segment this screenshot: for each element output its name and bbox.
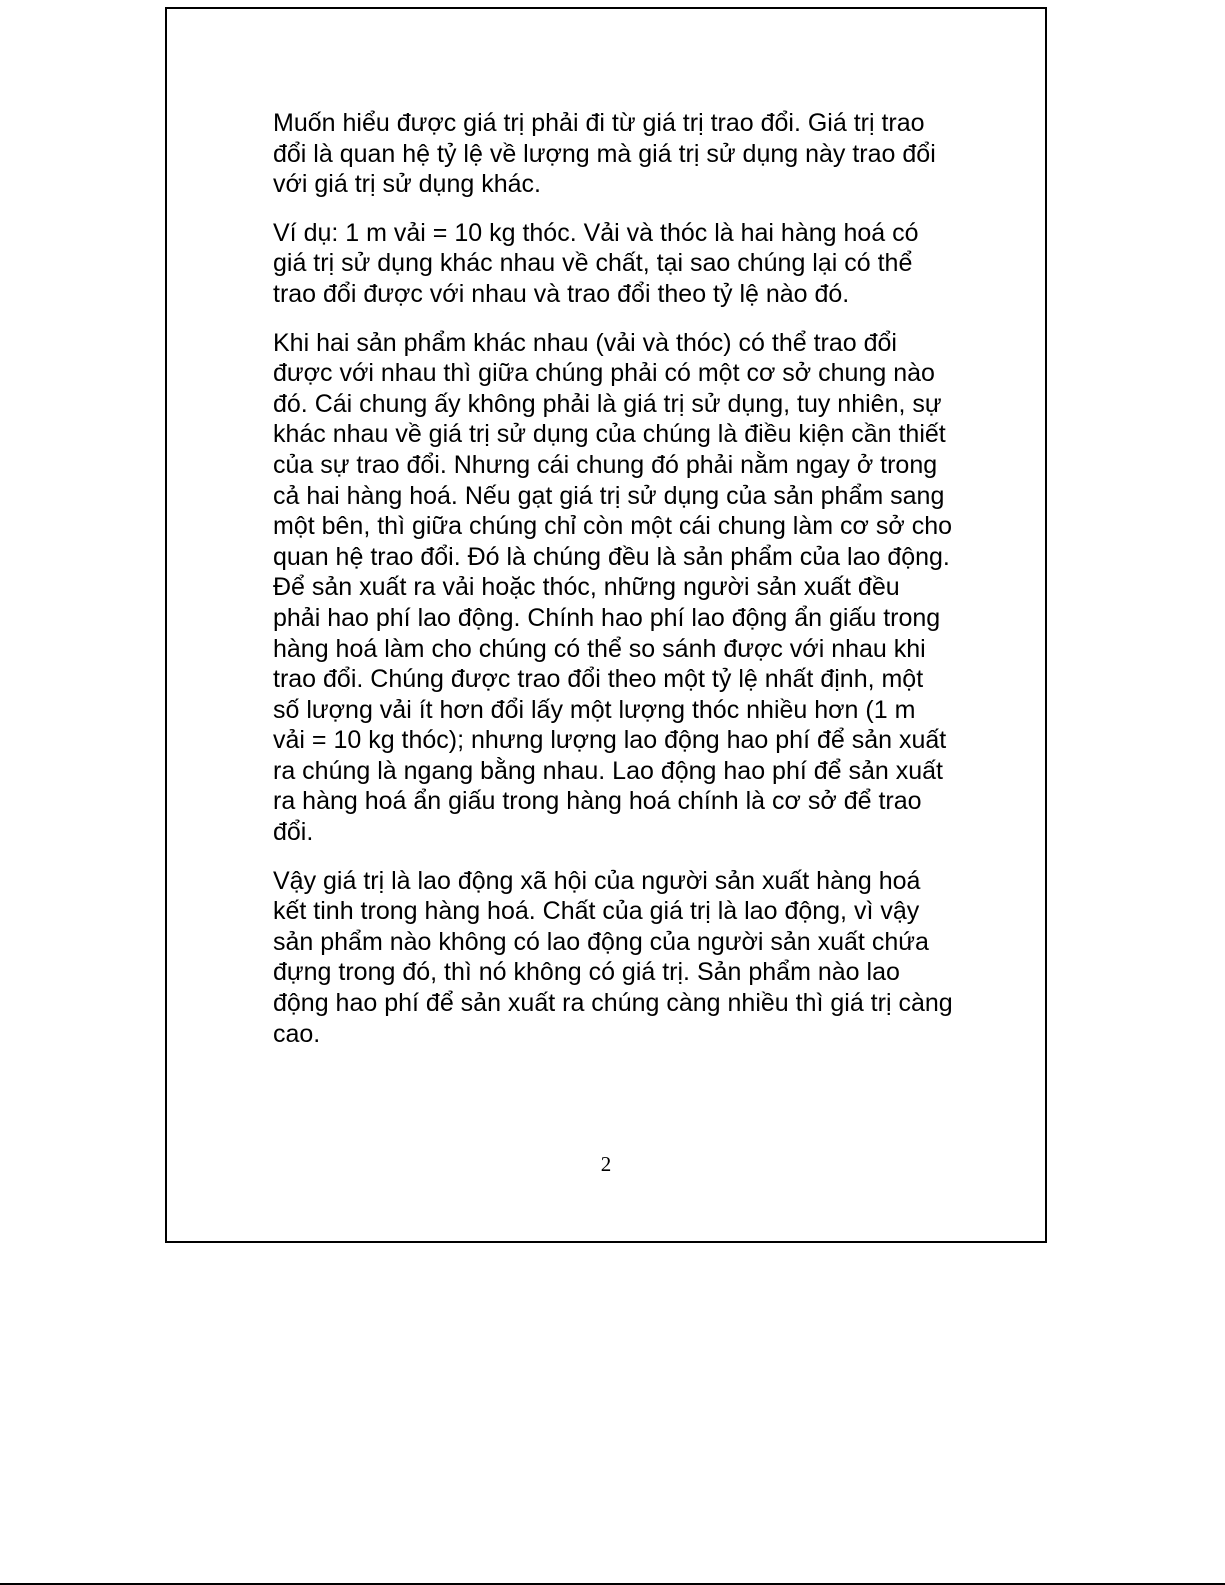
page-frame (165, 7, 1047, 1243)
body-text (273, 108, 953, 1067)
page-number: 2 (600, 1152, 612, 1176)
paragraph-example: Ví dụ: 1 m vải = 10 kg thóc. Vải và thóc là hai hàng hoá có giá trị sử dụng khác nhau về chất, tại sao chúng lại có thể trao đổi được với nhau và trao đổi theo tỷ lệ nào đó. (273, 218, 919, 308)
paragraph-common-basis: Khi hai sản phẩm khác nhau (vải và thóc) có thể trao đổi được với nhau thì giữa chúng phải có một cơ sở chung nào đó. Cái chung ấy không phải là giá trị sử dụng, tuy nhiên, sự khác nhau về giá trị sử dụng của chúng là điều kiện cần thiết của sự trao đổi. Nhưng cái chung đó phải nằm ngay ở trong cả hai hàng hoá. Nếu gạt giá trị sử dụng của sản phẩm sang một bên, thì giữa chúng chỉ còn một cái chung làm cơ sở cho quan hệ trao đổi. Đó là chúng đều là sản phẩm của lao động. Để sản xuất ra vải hoặc thóc, những người sản xuất đều phải hao phí lao động. Chính hao phí lao động ẩn giấu trong hàng hoá làm cho chúng có thể so sánh được với nhau khi trao đổi. Chúng được trao đổi theo một tỷ lệ nhất định, một số lượng vải ít hơn đổi lấy một lượng thóc nhiều hơn (1 m vải = 10 kg thóc); nhưng lượng lao động hao phí để sản xuất ra chúng là ngang bằng nhau. Lao động hao phí để sản xuất ra hàng hoá ẩn giấu trong hàng hoá chính là cơ sở để trao đổi. (273, 328, 953, 847)
paragraph-value-definition: Vậy giá trị là lao động xã hội của người sản xuất hàng hoá kết tinh trong hàng hoá. Chất của giá trị là lao động, vì vậy sản phẩm nào không có lao động của người sản xuất chứa đựng trong đó, thì nó không có giá trị. Sản phẩm nào lao động hao phí để sản xuất ra chúng càng nhiều thì giá trị càng cao. (273, 866, 953, 1048)
paragraph-exchange-value: Muốn hiểu được giá trị phải đi từ giá trị trao đổi. Giá trị trao đổi là quan hệ tỷ lệ về lượng mà giá trị sử dụng này trao đổi với giá trị sử dụng khác. (273, 109, 936, 199)
